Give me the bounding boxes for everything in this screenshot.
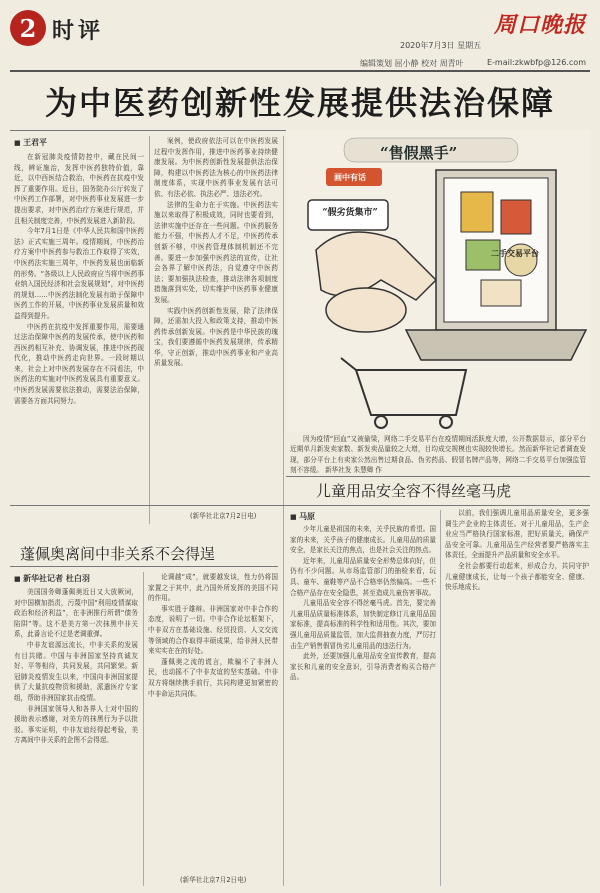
article1-column-1 (14, 152, 144, 522)
middle-rule (10, 505, 590, 506)
paragraph: 中医药在抗疫中发挥重要作用，需要通过法治保障中医药的发展传承，使中医药和西医药相互补充、协调发展，推进中医药现代化，推动中医药走向世界。一段时期以来，社会上对中医药发展存在不同看法，中医药法的实施对中医药发展具有重要意义。中医药发展需要依法推动，需要法治保障，需要各方面共同努力。 (14, 322, 144, 405)
email-address: E-mail:zkwbfp@126.com (486, 58, 586, 67)
paragraph: 非洲国家领导人和各界人士对中国的援助表示感谢，对美方的抹黑行为予以批驳。事实证明，中非友谊经得起考验，美方离间中非关系的企图不会得逞。 (14, 704, 138, 745)
issue-date: 2020年7月3日 星期五 (400, 41, 482, 50)
newspaper-logo: 周口晚报 (493, 12, 586, 38)
paragraph: 事实胜于雄辩。非洲国家对中非合作的态度，说明了一切。中非合作论坛框架下，中非双方在基础设施、经贸投资、人文交流等领域的合作取得丰硕成果，给非洲人民带来实实在在的好处。 (148, 604, 278, 656)
paragraph: 论调越“成”，就要越发谈，性力仍将国家置之于其中，此乃国外所发挥的美国不同的作用。 (148, 573, 278, 603)
column-divider (283, 508, 284, 886)
paragraph: 中非友谊源远流长，中非关系的发展有目共睹。中国与非洲国家坚持真诚友好、平等相待，共同发展，共同繁荣。新冠肺炎疫情发生以来，中国向非洲国家提供了大量抗疫物资和援助，派遣医疗专家组，帮助非洲国家抗击疫情。 (14, 640, 138, 702)
column-divider (440, 510, 441, 886)
paragraph: 少年儿童是祖国的未来，关乎民族的希望。国家的未来，关乎孩子的健康成长。儿童用品的质量安全，是家长关注的焦点，也是社会关注的热点。 (290, 525, 436, 555)
article2-byline: ■ 马原 (290, 511, 315, 522)
column-divider (143, 572, 144, 886)
article3-rule (10, 566, 278, 567)
column-divider (149, 136, 150, 524)
paragraph: 法律的生命力在于实施。中医药法实施以来取得了积极成效，同时也要看到，法律实施中还存在一些问题。中医药服务能力不强，中医药人才不足，中医药传承创新不够，中医药管理体制机制还不完善。要进一步加强中医药法的宣传，让社会各界了解中医药法，自觉遵守中医药法；要加强执法检查，推动法律各项制度措施落到实处，切实维护中医药事业健康发展。 (154, 200, 278, 304)
article1-credit: (新华社北京7月2日电) (190, 512, 257, 520)
page-number-badge: 2 (10, 10, 46, 46)
article2-top-rule (286, 476, 590, 477)
paragraph: 案例，使政府依法可以在中医药发展过程中发挥作用，推进中医药事业持续健康发展。为中医药创新性发展提供法治保障，构建以中医药法为核心的中医药法律制度体系，实现中医药事业发展有法可依、有法必依、执法必严、违法必究。 (154, 137, 278, 198)
paragraph: 实践中医药创新性发展，除了法律保障，还需加大投入和政策支持，推动中医药传承创新发展。中医药是中华民族的瑰宝，我们要遵循中医药发展规律，传承精华，守正创新，推动中医药事业和产业高质量发展。 (154, 306, 278, 368)
cartoon-author: 新华社发 朱慧卿 作 (325, 466, 383, 475)
paragraph: 美国国务卿蓬佩奥近日又大放厥词，对中国横加指责，污蔑中国“利用疫情谋取政治和经济利益”，在非洲推行所谓“债务陷阱”等。这不是美方第一次抹黑中非关系，此番言论不过是老调重弹。 (14, 588, 138, 639)
article1-column-2 (154, 136, 278, 508)
article2-title: 儿童用品安全容不得丝毫马虎 (316, 482, 512, 500)
article3-title: 蓬佩奥离间中非关系不会得逞 (20, 545, 216, 563)
paragraph: 蓬佩奥之流的谎言，欺骗不了非洲人民，也动摇不了中非友谊的坚实基础。中非双方将继续携手前行，共同构建更加紧密的中非命运共同体。 (148, 657, 278, 698)
article2-column-2 (445, 508, 589, 886)
caption-text: 因为疫情“回血”又被偷梁，网络二手交易平台在疫情期间活跃度大增，公开数据显示，部分平台近期单月新发卖家数、新发卖品量较之大增，目均成交规模也实现较快增长。然而新华社记者调查发现，部分平台上有卖家公然出售过期食品、伪劣药品、假冒名牌产品等，网络二手交易平台加强监管刻不容缓。 (290, 435, 586, 475)
editor-credits: 编辑策划 屈小静 校对 周青叶 (360, 59, 464, 68)
cartoon-illustration (286, 130, 590, 432)
paragraph: 以前，我们强调儿童用品质量安全，更多强调生产企业的主体责任。对于儿童用品，生产企业应当严格执行国家标准，把好质量关，确保产品安全可靠。儿童用品生产经营者要严格落实主体责任，全面提升产品质量和安全水平。 (445, 509, 589, 560)
cartoon-sign-text: “假劣货集市” (322, 208, 378, 218)
paragraph: 儿童用品安全容不得丝毫马虎。首先，要完善儿童用品质量标准体系，加快制定修订儿童用品国家标准，提高标准的科学性和适用性。其次，要加强儿童用品质量监管，加大监督抽查力度，严厉打击生产销售假冒伪劣儿童用品的违法行为。 (290, 599, 436, 650)
article3-byline: ■ 新华社记者 杜白羽 (14, 573, 90, 584)
main-headline: 为中医药创新性发展提供法治保障 (44, 84, 555, 122)
cartoon-tag: 画中有话 (334, 173, 366, 182)
article3-column-2 (148, 572, 278, 870)
cartoon-title: “售假黑手” (380, 144, 458, 162)
paragraph: 此外，还要加强儿童用品安全宣传教育，提高家长和儿童的安全意识，引导消费者购买合格产品。 (290, 652, 436, 682)
article3-column-1 (14, 587, 138, 885)
column-divider (283, 136, 284, 524)
paragraph: 在新冠肺炎疫情防控中，藏在民间一线，辨证施治，发挥中医药独特价值，靠近，以中西医结合救治，中医药在抗疫中发挥了重要作用。近日，国务院办公厅转发了中医药工作部署，对中医药事业发展进一步提出要求，对中医药治疗方案进行规范，并且相关制度完善，中医药发展进入新阶段。 (14, 153, 144, 225)
section-title: 时评 (52, 18, 105, 44)
cartoon-caption (290, 434, 586, 476)
paragraph: 全社会都要行动起来，形成合力，共同守护儿童健康成长，让每一个孩子都能安全、健康、快乐地成长。 (445, 561, 589, 592)
article3-credit: (新华社北京7月2日电) (180, 876, 247, 884)
paragraph: 近年来，儿童用品质量安全形势总体向好，但仍有不少问题。从市场监管部门的抽检来看，玩具、童车、童鞋等产品不合格率仍然偏高。一些不合格产品存在安全隐患，甚至造成儿童伤害事故。 (290, 556, 436, 597)
cartoon-platform-text: 二手交易平台 (491, 248, 539, 258)
header-divider (10, 70, 590, 72)
article1-byline: ■ 王君平 (14, 137, 47, 148)
article2-column-1 (290, 524, 436, 886)
paragraph: 今年7月1日是《中华人民共和国中医药法》正式实施三周年。疫情期间，中医药治疗方案中中医药参与救治工作取得了实效，中医药法实施三周年，中医药发展也面临新的形势。“各级以上人民政府应当将中医药事业纳入国民经济和社会发展规划”，对中医药的规划……中医药法制化发展有助于保障中医药工作的开展，中医药事业发展质量和效益得到提升。 (14, 227, 144, 320)
